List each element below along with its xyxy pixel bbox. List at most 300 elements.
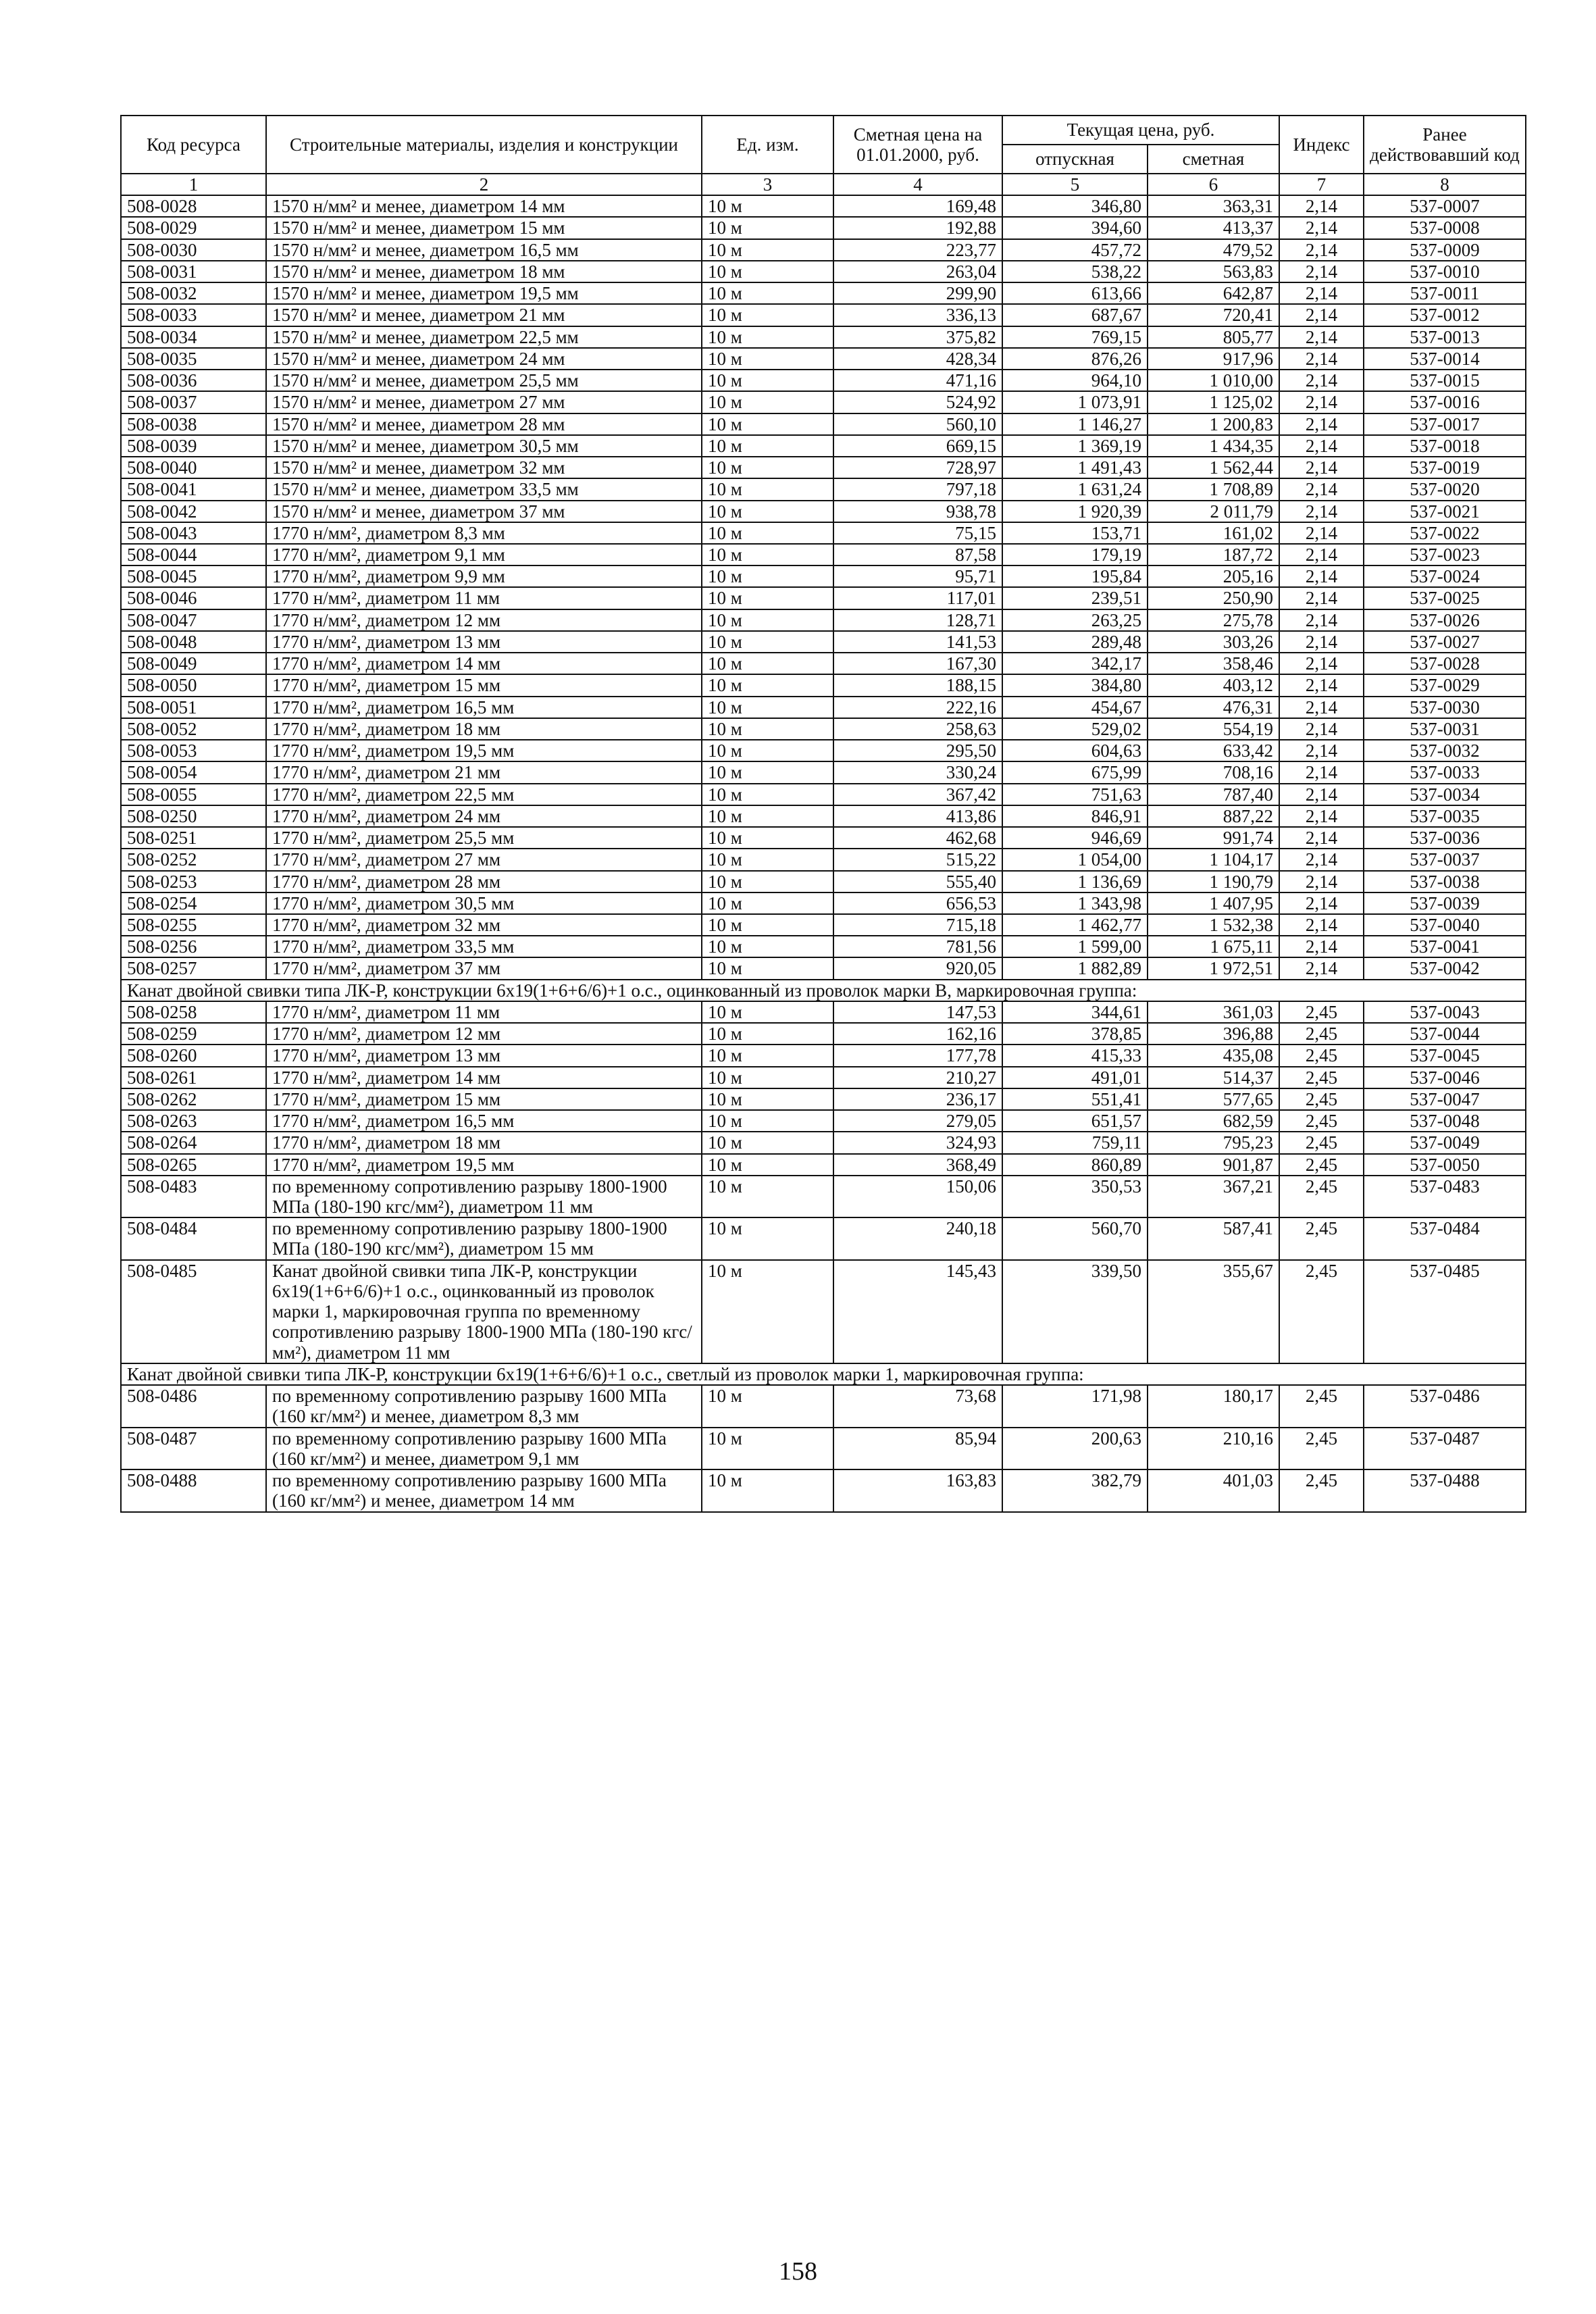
table-row <box>121 914 1526 936</box>
old-code: 537-0039 <box>1364 892 1526 914</box>
release-price: 1 599,00 <box>1002 936 1148 957</box>
base-price: 368,49 <box>833 1154 1002 1176</box>
table-body <box>121 195 1526 1511</box>
unit-of-measure: 10 м <box>702 1154 833 1176</box>
table-header <box>121 116 1526 195</box>
table-row <box>121 1001 1526 1023</box>
base-price: 177,78 <box>833 1045 1002 1066</box>
table-row <box>121 653 1526 674</box>
old-code: 537-0014 <box>1364 348 1526 370</box>
base-price: 75,15 <box>833 522 1002 544</box>
resource-code: 508-0254 <box>121 892 266 914</box>
table-row <box>121 784 1526 805</box>
old-code: 537-0024 <box>1364 565 1526 587</box>
resource-code: 508-0487 <box>121 1428 266 1469</box>
material-name: 1770 н/мм², диаметром 9,9 мм <box>266 565 702 587</box>
unit-of-measure: 10 м <box>702 871 833 892</box>
base-price: 367,42 <box>833 784 1002 805</box>
unit-of-measure: 10 м <box>702 501 833 522</box>
material-name: 1770 н/мм², диаметром 32 мм <box>266 914 702 936</box>
table-row <box>121 1260 1526 1363</box>
old-code: 537-0485 <box>1364 1260 1526 1363</box>
release-price: 1 343,98 <box>1002 892 1148 914</box>
release-price: 846,91 <box>1002 805 1148 827</box>
price-index: 2,14 <box>1279 435 1364 457</box>
estimate-price: 358,46 <box>1148 653 1279 674</box>
estimate-price: 476,31 <box>1148 697 1279 718</box>
resource-code: 508-0048 <box>121 631 266 653</box>
material-name: 1570 н/мм² и менее, диаметром 28 мм <box>266 413 702 435</box>
price-index: 2,45 <box>1279 1428 1364 1469</box>
base-price: 141,53 <box>833 631 1002 653</box>
price-index: 2,14 <box>1279 501 1364 522</box>
release-price: 342,17 <box>1002 653 1148 674</box>
material-name: 1770 н/мм², диаметром 14 мм <box>266 1067 702 1088</box>
release-price: 384,80 <box>1002 674 1148 696</box>
estimate-price: 720,41 <box>1148 304 1279 326</box>
resource-code: 508-0031 <box>121 261 266 282</box>
table-row <box>121 348 1526 370</box>
release-price: 350,53 <box>1002 1176 1148 1217</box>
material-name: 1570 н/мм² и менее, диаметром 30,5 мм <box>266 435 702 457</box>
estimate-price: 514,37 <box>1148 1067 1279 1088</box>
estimate-price: 1 200,83 <box>1148 413 1279 435</box>
price-index: 2,14 <box>1279 631 1364 653</box>
resource-code: 508-0040 <box>121 457 266 478</box>
resource-code: 508-0045 <box>121 565 266 587</box>
price-index: 2,45 <box>1279 1088 1364 1110</box>
estimate-price: 682,59 <box>1148 1110 1279 1132</box>
estimate-price: 367,21 <box>1148 1176 1279 1217</box>
unit-of-measure: 10 м <box>702 718 833 740</box>
price-index: 2,14 <box>1279 565 1364 587</box>
table-row <box>121 522 1526 544</box>
material-name: 1570 н/мм² и менее, диаметром 27 мм <box>266 391 702 413</box>
base-price: 240,18 <box>833 1217 1002 1259</box>
resource-code: 508-0261 <box>121 1067 266 1088</box>
base-price: 87,58 <box>833 544 1002 565</box>
unit-of-measure: 10 м <box>702 522 833 544</box>
base-price: 336,13 <box>833 304 1002 326</box>
old-code: 537-0046 <box>1364 1067 1526 1088</box>
estimate-price: 187,72 <box>1148 544 1279 565</box>
resource-code: 508-0256 <box>121 936 266 957</box>
table-row <box>121 1154 1526 1176</box>
material-name: 1570 н/мм² и менее, диаметром 16,5 мм <box>266 239 702 261</box>
price-index: 2,14 <box>1279 914 1364 936</box>
base-price: 524,92 <box>833 391 1002 413</box>
page-number: 158 <box>779 2257 817 2286</box>
estimate-price: 403,12 <box>1148 674 1279 696</box>
release-price: 946,69 <box>1002 827 1148 849</box>
base-price: 192,88 <box>833 217 1002 238</box>
price-index: 2,14 <box>1279 674 1364 696</box>
release-price: 1 462,77 <box>1002 914 1148 936</box>
release-price: 551,41 <box>1002 1088 1148 1110</box>
material-name: 1770 н/мм², диаметром 16,5 мм <box>266 1110 702 1132</box>
estimate-price: 563,83 <box>1148 261 1279 282</box>
old-code: 537-0013 <box>1364 326 1526 348</box>
old-code: 537-0028 <box>1364 653 1526 674</box>
resource-code: 508-0037 <box>121 391 266 413</box>
old-code: 537-0009 <box>1364 239 1526 261</box>
resource-code: 508-0485 <box>121 1260 266 1363</box>
release-price: 289,48 <box>1002 631 1148 653</box>
resource-code: 508-0262 <box>121 1088 266 1110</box>
table-row <box>121 544 1526 565</box>
release-price: 1 073,91 <box>1002 391 1148 413</box>
material-name: 1570 н/мм² и менее, диаметром 19,5 мм <box>266 282 702 304</box>
release-price: 1 920,39 <box>1002 501 1148 522</box>
unit-of-measure: 10 м <box>702 1132 833 1153</box>
header-col-number: 7 <box>1279 174 1364 195</box>
header-col-number: 1 <box>121 174 266 195</box>
material-name: 1770 н/мм², диаметром 30,5 мм <box>266 892 702 914</box>
unit-of-measure: 10 м <box>702 326 833 348</box>
base-price: 330,24 <box>833 761 1002 783</box>
table-row <box>121 413 1526 435</box>
section-heading-row <box>121 1363 1526 1385</box>
table-row <box>121 849 1526 870</box>
estimate-price: 361,03 <box>1148 1001 1279 1023</box>
release-price: 239,51 <box>1002 587 1148 609</box>
old-code: 537-0047 <box>1364 1088 1526 1110</box>
table-row <box>121 871 1526 892</box>
unit-of-measure: 10 м <box>702 609 833 631</box>
old-code: 537-0010 <box>1364 261 1526 282</box>
price-index: 2,14 <box>1279 805 1364 827</box>
unit-of-measure: 10 м <box>702 261 833 282</box>
price-index: 2,14 <box>1279 413 1364 435</box>
unit-of-measure: 10 м <box>702 1067 833 1088</box>
price-index: 2,14 <box>1279 697 1364 718</box>
header-unit: Ед. изм. <box>702 116 833 174</box>
release-price: 651,57 <box>1002 1110 1148 1132</box>
section-heading: Канат двойной свивки типа ЛК-Р, конструкции 6х19(1+6+6/6)+1 о.с., светлый из проволок марки 1, маркировочная группа: <box>121 1363 1526 1385</box>
unit-of-measure: 10 м <box>702 565 833 587</box>
release-price: 769,15 <box>1002 326 1148 348</box>
old-code: 537-0049 <box>1364 1132 1526 1153</box>
old-code: 537-0048 <box>1364 1110 1526 1132</box>
estimate-price: 479,52 <box>1148 239 1279 261</box>
resource-code: 508-0047 <box>121 609 266 631</box>
material-name: по временному сопротивлению разрыву 1800-1900 МПа (180-190 кгс/мм²), диаметром 15 мм <box>266 1217 702 1259</box>
table-row <box>121 391 1526 413</box>
old-code: 537-0040 <box>1364 914 1526 936</box>
base-price: 715,18 <box>833 914 1002 936</box>
resource-code: 508-0263 <box>121 1110 266 1132</box>
release-price: 538,22 <box>1002 261 1148 282</box>
material-name: 1770 н/мм², диаметром 16,5 мм <box>266 697 702 718</box>
base-price: 375,82 <box>833 326 1002 348</box>
resource-code: 508-0036 <box>121 370 266 391</box>
resource-code: 508-0250 <box>121 805 266 827</box>
price-index: 2,14 <box>1279 217 1364 238</box>
table-row <box>121 1217 1526 1259</box>
section-heading: Канат двойной свивки типа ЛК-Р, конструкции 6х19(1+6+6/6)+1 о.с., оцинкованный из проволок марки В, маркировочная группа: <box>121 980 1526 1001</box>
estimate-price: 577,65 <box>1148 1088 1279 1110</box>
material-name: 1770 н/мм², диаметром 19,5 мм <box>266 1154 702 1176</box>
base-price: 462,68 <box>833 827 1002 849</box>
material-name: 1770 н/мм², диаметром 19,5 мм <box>266 740 702 761</box>
material-name: 1770 н/мм², диаметром 24 мм <box>266 805 702 827</box>
section-heading-row <box>121 980 1526 1001</box>
base-price: 117,01 <box>833 587 1002 609</box>
material-name: 1770 н/мм², диаметром 18 мм <box>266 718 702 740</box>
old-code: 537-0486 <box>1364 1385 1526 1427</box>
old-code: 537-0016 <box>1364 391 1526 413</box>
unit-of-measure: 10 м <box>702 653 833 674</box>
old-code: 537-0036 <box>1364 827 1526 849</box>
release-price: 179,19 <box>1002 544 1148 565</box>
base-price: 295,50 <box>833 740 1002 761</box>
price-index: 2,14 <box>1279 587 1364 609</box>
base-price: 223,77 <box>833 239 1002 261</box>
resource-code: 508-0042 <box>121 501 266 522</box>
estimate-price: 787,40 <box>1148 784 1279 805</box>
resource-code: 508-0035 <box>121 348 266 370</box>
old-code: 537-0035 <box>1364 805 1526 827</box>
unit-of-measure: 10 м <box>702 1110 833 1132</box>
estimate-price: 210,16 <box>1148 1428 1279 1469</box>
resource-code: 508-0055 <box>121 784 266 805</box>
unit-of-measure: 10 м <box>702 957 833 979</box>
table-row <box>121 304 1526 326</box>
unit-of-measure: 10 м <box>702 239 833 261</box>
unit-of-measure: 10 м <box>702 435 833 457</box>
header-base-price: Сметная цена на 01.01.2000, руб. <box>833 116 1002 174</box>
table-row <box>121 761 1526 783</box>
unit-of-measure: 10 м <box>702 892 833 914</box>
table-row <box>121 718 1526 740</box>
release-price: 1 491,43 <box>1002 457 1148 478</box>
release-price: 1 146,27 <box>1002 413 1148 435</box>
release-price: 604,63 <box>1002 740 1148 761</box>
table-row <box>121 827 1526 849</box>
resource-code: 508-0029 <box>121 217 266 238</box>
table-row <box>121 457 1526 478</box>
resource-code: 508-0258 <box>121 1001 266 1023</box>
price-index: 2,45 <box>1279 1385 1364 1427</box>
estimate-price: 587,41 <box>1148 1217 1279 1259</box>
price-index: 2,14 <box>1279 718 1364 740</box>
table-row <box>121 565 1526 587</box>
release-price: 964,10 <box>1002 370 1148 391</box>
release-price: 491,01 <box>1002 1067 1148 1088</box>
release-price: 346,80 <box>1002 195 1148 217</box>
base-price: 471,16 <box>833 370 1002 391</box>
release-price: 876,26 <box>1002 348 1148 370</box>
estimate-price: 401,03 <box>1148 1469 1279 1511</box>
unit-of-measure: 10 м <box>702 1469 833 1511</box>
material-name: 1570 н/мм² и менее, диаметром 14 мм <box>266 195 702 217</box>
material-name: 1770 н/мм², диаметром 22,5 мм <box>266 784 702 805</box>
unit-of-measure: 10 м <box>702 413 833 435</box>
price-index: 2,45 <box>1279 1154 1364 1176</box>
estimate-price: 1 532,38 <box>1148 914 1279 936</box>
price-index: 2,14 <box>1279 326 1364 348</box>
resource-code: 508-0041 <box>121 478 266 500</box>
release-price: 171,98 <box>1002 1385 1148 1427</box>
estimate-price: 250,90 <box>1148 587 1279 609</box>
table-row <box>121 609 1526 631</box>
resource-code: 508-0483 <box>121 1176 266 1217</box>
unit-of-measure: 10 м <box>702 587 833 609</box>
table-row <box>121 326 1526 348</box>
resource-code: 508-0264 <box>121 1132 266 1153</box>
price-index: 2,14 <box>1279 784 1364 805</box>
estimate-price: 1 675,11 <box>1148 936 1279 957</box>
table-row <box>121 805 1526 827</box>
estimate-price: 413,37 <box>1148 217 1279 238</box>
old-code: 537-0027 <box>1364 631 1526 653</box>
resource-code: 508-0251 <box>121 827 266 849</box>
table-row <box>121 239 1526 261</box>
old-code: 537-0033 <box>1364 761 1526 783</box>
release-price: 1 882,89 <box>1002 957 1148 979</box>
estimate-price: 1 708,89 <box>1148 478 1279 500</box>
price-index: 2,45 <box>1279 1023 1364 1045</box>
old-code: 537-0041 <box>1364 936 1526 957</box>
old-code: 537-0029 <box>1364 674 1526 696</box>
old-code: 537-0043 <box>1364 1001 1526 1023</box>
resource-code: 508-0484 <box>121 1217 266 1259</box>
release-price: 415,33 <box>1002 1045 1148 1066</box>
material-name: 1770 н/мм², диаметром 8,3 мм <box>266 522 702 544</box>
price-index: 2,14 <box>1279 391 1364 413</box>
release-price: 1 136,69 <box>1002 871 1148 892</box>
estimate-price: 1 010,00 <box>1148 370 1279 391</box>
resource-code: 508-0033 <box>121 304 266 326</box>
header-name: Строительные материалы, изделия и конструкции <box>266 116 702 174</box>
header-current-price: Текущая цена, руб. <box>1002 116 1279 145</box>
base-price: 797,18 <box>833 478 1002 500</box>
base-price: 163,83 <box>833 1469 1002 1511</box>
resource-code: 508-0044 <box>121 544 266 565</box>
estimate-price: 1 972,51 <box>1148 957 1279 979</box>
old-code: 537-0023 <box>1364 544 1526 565</box>
header-col-number: 4 <box>833 174 1002 195</box>
base-price: 555,40 <box>833 871 1002 892</box>
unit-of-measure: 10 м <box>702 217 833 238</box>
price-index: 2,14 <box>1279 892 1364 914</box>
price-index: 2,14 <box>1279 936 1364 957</box>
price-index: 2,14 <box>1279 740 1364 761</box>
resource-code: 508-0028 <box>121 195 266 217</box>
release-price: 394,60 <box>1002 217 1148 238</box>
release-price: 1 054,00 <box>1002 849 1148 870</box>
estimate-price: 363,31 <box>1148 195 1279 217</box>
old-code: 537-0045 <box>1364 1045 1526 1066</box>
resource-code: 508-0052 <box>121 718 266 740</box>
estimate-price: 805,77 <box>1148 326 1279 348</box>
unit-of-measure: 10 м <box>702 304 833 326</box>
header-estimate-price: сметная <box>1148 145 1279 174</box>
estimate-price: 303,26 <box>1148 631 1279 653</box>
resource-code: 508-0046 <box>121 587 266 609</box>
material-name: 1570 н/мм² и менее, диаметром 21 мм <box>266 304 702 326</box>
price-index: 2,45 <box>1279 1067 1364 1088</box>
material-name: 1570 н/мм² и менее, диаметром 25,5 мм <box>266 370 702 391</box>
base-price: 263,04 <box>833 261 1002 282</box>
header-col-number: 6 <box>1148 174 1279 195</box>
material-name: 1570 н/мм² и менее, диаметром 33,5 мм <box>266 478 702 500</box>
base-price: 128,71 <box>833 609 1002 631</box>
material-name: 1770 н/мм², диаметром 37 мм <box>266 957 702 979</box>
unit-of-measure: 10 м <box>702 805 833 827</box>
old-code: 537-0026 <box>1364 609 1526 631</box>
material-name: 1570 н/мм² и менее, диаметром 15 мм <box>266 217 702 238</box>
resource-code: 508-0265 <box>121 1154 266 1176</box>
base-price: 147,53 <box>833 1001 1002 1023</box>
unit-of-measure: 10 м <box>702 1176 833 1217</box>
release-price: 675,99 <box>1002 761 1148 783</box>
base-price: 222,16 <box>833 697 1002 718</box>
table-row <box>121 1428 1526 1469</box>
unit-of-measure: 10 м <box>702 1023 833 1045</box>
material-name: 1570 н/мм² и менее, диаметром 24 мм <box>266 348 702 370</box>
resource-code: 508-0054 <box>121 761 266 783</box>
resource-code: 508-0259 <box>121 1023 266 1045</box>
release-price: 687,67 <box>1002 304 1148 326</box>
table-row <box>121 1132 1526 1153</box>
base-price: 145,43 <box>833 1260 1002 1363</box>
release-price: 382,79 <box>1002 1469 1148 1511</box>
release-price: 860,89 <box>1002 1154 1148 1176</box>
material-name: 1770 н/мм², диаметром 15 мм <box>266 1088 702 1110</box>
resource-code: 508-0255 <box>121 914 266 936</box>
unit-of-measure: 10 м <box>702 1001 833 1023</box>
release-price: 613,66 <box>1002 282 1148 304</box>
unit-of-measure: 10 м <box>702 914 833 936</box>
estimate-price: 1 434,35 <box>1148 435 1279 457</box>
unit-of-measure: 10 м <box>702 631 833 653</box>
material-name: по временному сопротивлению разрыву 1600 МПа (160 кг/мм²) и менее, диаметром 14 мм <box>266 1469 702 1511</box>
price-index: 2,14 <box>1279 827 1364 849</box>
base-price: 210,27 <box>833 1067 1002 1088</box>
material-name: по временному сопротивлению разрыву 1600 МПа (160 кг/мм²) и менее, диаметром 8,3 мм <box>266 1385 702 1427</box>
base-price: 560,10 <box>833 413 1002 435</box>
price-index: 2,45 <box>1279 1132 1364 1153</box>
base-price: 656,53 <box>833 892 1002 914</box>
old-code: 537-0022 <box>1364 522 1526 544</box>
table-row <box>121 195 1526 217</box>
old-code: 537-0012 <box>1364 304 1526 326</box>
material-name: 1770 н/мм², диаметром 13 мм <box>266 631 702 653</box>
resource-code: 508-0252 <box>121 849 266 870</box>
table-row <box>121 631 1526 653</box>
unit-of-measure: 10 м <box>702 697 833 718</box>
header-col-number: 8 <box>1364 174 1526 195</box>
unit-of-measure: 10 м <box>702 1088 833 1110</box>
table-row <box>121 370 1526 391</box>
resource-code: 508-0038 <box>121 413 266 435</box>
estimate-price: 708,16 <box>1148 761 1279 783</box>
old-code: 537-0015 <box>1364 370 1526 391</box>
base-price: 920,05 <box>833 957 1002 979</box>
material-name: 1770 н/мм², диаметром 14 мм <box>266 653 702 674</box>
base-price: 162,16 <box>833 1023 1002 1045</box>
estimate-price: 355,67 <box>1148 1260 1279 1363</box>
unit-of-measure: 10 м <box>702 674 833 696</box>
estimate-price: 180,17 <box>1148 1385 1279 1427</box>
unit-of-measure: 10 м <box>702 849 833 870</box>
unit-of-measure: 10 м <box>702 936 833 957</box>
base-price: 150,06 <box>833 1176 1002 1217</box>
estimate-price: 161,02 <box>1148 522 1279 544</box>
resource-code: 508-0053 <box>121 740 266 761</box>
unit-of-measure: 10 м <box>702 827 833 849</box>
